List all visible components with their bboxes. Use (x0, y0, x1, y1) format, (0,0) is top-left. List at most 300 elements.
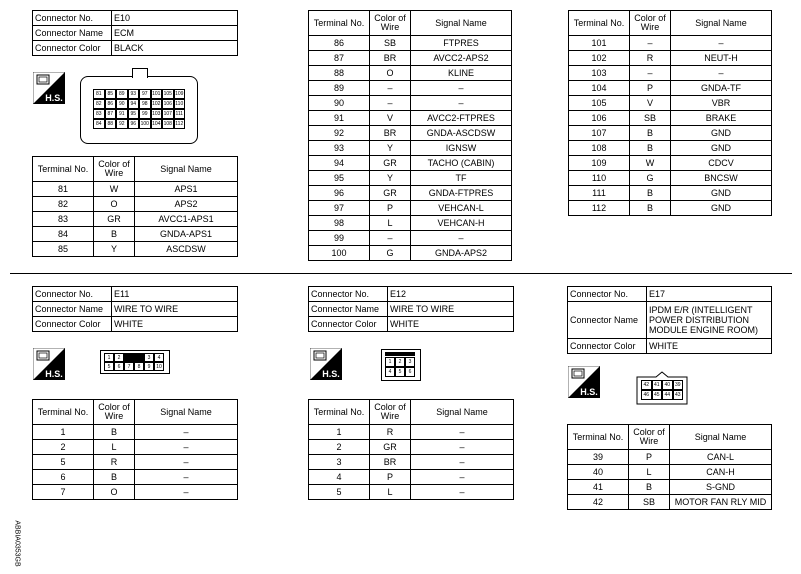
cavity: 98 (139, 99, 151, 109)
terminal-no: 1 (309, 425, 370, 440)
label-connector-no: Connector No. (568, 287, 647, 302)
cavity: 102 (152, 101, 161, 107)
hs-icon-e17 (568, 366, 600, 398)
terminal-no: 94 (309, 156, 370, 171)
signal-name: VEHCAN-H (411, 216, 512, 231)
e10-terminal-table-3 (568, 10, 772, 216)
wire-color: L (94, 440, 135, 455)
signal-name: NEUT-H (671, 51, 772, 66)
signal-name: ASCDSW (135, 242, 238, 257)
cavity (124, 353, 144, 362)
table-row (309, 216, 512, 231)
label-connector-color: Connector Color (33, 317, 112, 332)
terminal-no: 7 (33, 485, 94, 500)
cavity: 111 (175, 111, 184, 117)
label-connector-name: Connector Name (33, 26, 112, 41)
table-row (309, 246, 512, 261)
figure-code: ABBIA0353GB (13, 520, 21, 567)
wire-color: G (630, 171, 671, 186)
label-connector-no: Connector No. (33, 287, 112, 302)
table-row (33, 470, 238, 485)
cavity: 1 (385, 357, 395, 367)
e17-connector-info (567, 286, 772, 354)
wire-color: W (630, 156, 671, 171)
header-color-of-wire: Color of Wire (94, 400, 135, 425)
label-connector-no: Connector No. (33, 11, 112, 26)
terminal-no: 42 (568, 495, 629, 510)
cavity: 85 (105, 89, 117, 99)
cavity: 82 (93, 99, 105, 109)
terminal-no: 5 (309, 485, 370, 500)
cavity: 6 (405, 367, 415, 377)
table-row (309, 126, 512, 141)
signal-name: CAN-H (670, 465, 772, 480)
header-terminal-no: Terminal No. (309, 400, 370, 425)
cavity: 110 (175, 101, 184, 107)
table-row (309, 455, 514, 470)
terminal-no: 93 (309, 141, 370, 156)
wire-color: – (370, 231, 411, 246)
signal-name: – (411, 96, 512, 111)
table-row (309, 425, 514, 440)
table-row (309, 81, 512, 96)
signal-name: – (411, 425, 514, 440)
signal-name: – (411, 81, 512, 96)
wire-color: O (94, 197, 135, 212)
terminal-no: 102 (569, 51, 630, 66)
terminal-no: 6 (33, 470, 94, 485)
wire-color: O (94, 485, 135, 500)
table-row (309, 171, 512, 186)
e12-no: E12 (388, 287, 514, 302)
wire-color: – (370, 81, 411, 96)
cavity: 44 (662, 390, 673, 400)
terminal-no: 90 (309, 96, 370, 111)
e10-name: ECM (112, 26, 238, 41)
cavity: 109 (175, 91, 184, 97)
signal-name: TF (411, 171, 512, 186)
table-row (309, 485, 514, 500)
wire-color: SB (629, 495, 670, 510)
signal-name: GNDA-APS2 (411, 246, 512, 261)
terminal-no: 95 (309, 171, 370, 186)
table-row (569, 186, 772, 201)
wire-color: B (94, 227, 135, 242)
e12-connector-face (381, 349, 421, 381)
terminal-no: 85 (33, 242, 94, 257)
e10-color: BLACK (112, 41, 238, 56)
signal-name: CAN-L (670, 450, 772, 465)
hs-icon-e10 (33, 72, 65, 104)
terminal-no: 82 (33, 197, 94, 212)
header-color-of-wire: Color of Wire (629, 425, 670, 450)
cavity: 107 (163, 111, 172, 117)
signal-name: VEHCAN-L (411, 201, 512, 216)
wire-color: B (629, 480, 670, 495)
wire-color: P (630, 81, 671, 96)
cavity: 103 (152, 111, 161, 117)
cavity: 41 (652, 380, 663, 390)
wire-color: – (630, 36, 671, 51)
header-terminal-no: Terminal No. (33, 400, 94, 425)
wire-color: BR (370, 455, 411, 470)
cavity: 81 (93, 89, 105, 99)
cavity: 43 (673, 390, 684, 400)
cavity: 91 (116, 109, 128, 119)
terminal-no: 97 (309, 201, 370, 216)
table-row (33, 425, 238, 440)
terminal-no: 41 (568, 480, 629, 495)
wire-color: L (370, 216, 411, 231)
cavity: 4 (154, 353, 164, 362)
signal-name: VBR (671, 96, 772, 111)
wire-color: GR (370, 440, 411, 455)
wire-color: B (630, 126, 671, 141)
signal-name: AVCC2-APS2 (411, 51, 512, 66)
label-connector-color: Connector Color (309, 317, 388, 332)
table-row (309, 66, 512, 81)
wire-color: L (629, 465, 670, 480)
e10-terminal-table-2 (308, 10, 512, 261)
terminal-no: 106 (569, 111, 630, 126)
header-signal-name: Signal Name (135, 157, 238, 182)
e17-no: E17 (647, 287, 772, 302)
signal-name: GNDA-TF (671, 81, 772, 96)
table-row (33, 227, 238, 242)
terminal-no: 5 (33, 455, 94, 470)
cavity: 89 (116, 89, 128, 99)
cavity: 90 (116, 99, 128, 109)
cavity: 105 (163, 91, 172, 97)
terminal-no: 2 (309, 440, 370, 455)
signal-name: GND (671, 126, 772, 141)
terminal-no: 110 (569, 171, 630, 186)
e11-connector-info (32, 286, 238, 332)
cavity: 1 (104, 353, 114, 362)
header-color-of-wire: Color of Wire (370, 400, 411, 425)
table-row (569, 51, 772, 66)
terminal-no: 39 (568, 450, 629, 465)
wire-color: GR (370, 186, 411, 201)
label-connector-name: Connector Name (33, 302, 112, 317)
signal-name: BRAKE (671, 111, 772, 126)
terminal-no: 83 (33, 212, 94, 227)
signal-name: – (411, 440, 514, 455)
table-row (569, 171, 772, 186)
wire-color: GR (94, 212, 135, 227)
table-row (309, 111, 512, 126)
cavity: 39 (673, 380, 684, 390)
signal-name: GNDA-ASCDSW (411, 126, 512, 141)
cavity: 6 (114, 362, 124, 371)
cavity: 9 (144, 362, 154, 371)
signal-name: – (411, 455, 514, 470)
cavity: 100 (140, 121, 149, 127)
signal-name: S-GND (670, 480, 772, 495)
header-terminal-no: Terminal No. (309, 11, 370, 36)
signal-name: – (411, 485, 514, 500)
signal-name: APS1 (135, 182, 238, 197)
terminal-no: 81 (33, 182, 94, 197)
cavity: 93 (128, 89, 140, 99)
header-signal-name: Signal Name (670, 425, 772, 450)
signal-name: – (135, 485, 238, 500)
terminal-no: 96 (309, 186, 370, 201)
signal-name: KLINE (411, 66, 512, 81)
table-row (33, 440, 238, 455)
cavity: 95 (128, 109, 140, 119)
signal-name: BNCSW (671, 171, 772, 186)
terminal-no: 92 (309, 126, 370, 141)
table-row (309, 36, 512, 51)
terminal-no: 100 (309, 246, 370, 261)
table-row (568, 465, 772, 480)
e17-color: WHITE (647, 339, 772, 354)
wire-color: P (370, 470, 411, 485)
terminal-no: 4 (309, 470, 370, 485)
terminal-no: 3 (309, 455, 370, 470)
table-row (33, 485, 238, 500)
table-row (569, 96, 772, 111)
signal-name: IGNSW (411, 141, 512, 156)
terminal-no: 84 (33, 227, 94, 242)
signal-name: GND (671, 201, 772, 216)
table-row (33, 182, 238, 197)
cavity: 40 (662, 380, 673, 390)
cavity: 2 (114, 353, 124, 362)
wire-color: SB (630, 111, 671, 126)
wire-color: Y (370, 171, 411, 186)
terminal-no: 108 (569, 141, 630, 156)
terminal-no: 105 (569, 96, 630, 111)
e11-terminal-table (32, 399, 238, 500)
terminal-no: 107 (569, 126, 630, 141)
table-row (309, 141, 512, 156)
signal-name: GNDA-FTPRES (411, 186, 512, 201)
terminal-no: 109 (569, 156, 630, 171)
table-row (569, 81, 772, 96)
wire-color: Y (370, 141, 411, 156)
table-row (569, 111, 772, 126)
table-row (568, 450, 772, 465)
cavity: 101 (152, 91, 161, 97)
e11-color: WHITE (112, 317, 238, 332)
header-terminal-no: Terminal No. (33, 157, 94, 182)
signal-name: CDCV (671, 156, 772, 171)
cavity: 92 (116, 119, 128, 129)
signal-name: – (135, 440, 238, 455)
terminal-no: 87 (309, 51, 370, 66)
table-row (309, 231, 512, 246)
e10-connector-info (32, 10, 238, 56)
table-row (33, 242, 238, 257)
terminal-no: 103 (569, 66, 630, 81)
e10-no: E10 (112, 11, 238, 26)
cavity: 4 (385, 367, 395, 377)
table-row (33, 212, 238, 227)
wire-color: P (629, 450, 670, 465)
wire-color: O (370, 66, 411, 81)
signal-name: – (411, 231, 512, 246)
signal-name: – (135, 455, 238, 470)
wire-color: R (370, 425, 411, 440)
signal-name: AVCC1-APS1 (135, 212, 238, 227)
signal-name: MOTOR FAN RLY MID (670, 495, 772, 510)
cavity: 108 (163, 121, 172, 127)
e12-name: WIRE TO WIRE (388, 302, 514, 317)
terminal-no: 88 (309, 66, 370, 81)
e12-connector-info (308, 286, 514, 332)
header-signal-name: Signal Name (411, 11, 512, 36)
terminal-no: 1 (33, 425, 94, 440)
wire-color: – (370, 96, 411, 111)
cavity: 3 (405, 357, 415, 367)
wire-color: B (94, 470, 135, 485)
wire-color: B (94, 425, 135, 440)
terminal-no: 86 (309, 36, 370, 51)
wire-color: BR (370, 51, 411, 66)
table-row (569, 126, 772, 141)
header-signal-name: Signal Name (671, 11, 772, 36)
table-row (33, 455, 238, 470)
cavity: 42 (641, 380, 652, 390)
signal-name: – (135, 470, 238, 485)
cavity: 2 (395, 357, 405, 367)
cavity: 8 (134, 362, 144, 371)
wire-color: B (630, 141, 671, 156)
cavity: 84 (93, 119, 105, 129)
terminal-no: 112 (569, 201, 630, 216)
terminal-no: 101 (569, 36, 630, 51)
e12-terminal-table (308, 399, 514, 500)
table-row (568, 480, 772, 495)
terminal-no: 104 (569, 81, 630, 96)
signal-name: APS2 (135, 197, 238, 212)
terminal-no: 98 (309, 216, 370, 231)
header-color-of-wire: Color of Wire (630, 11, 671, 36)
table-row (309, 51, 512, 66)
cavity: 106 (163, 101, 172, 107)
cavity: 45 (652, 390, 663, 400)
cavity: 83 (93, 109, 105, 119)
signal-name: AVCC2-FTPRES (411, 111, 512, 126)
terminal-no: 111 (569, 186, 630, 201)
cavity: 94 (128, 99, 140, 109)
cavity: 10 (154, 362, 164, 371)
label-connector-no: Connector No. (309, 287, 388, 302)
wire-color: R (630, 51, 671, 66)
wire-color: R (94, 455, 135, 470)
wire-color: P (370, 201, 411, 216)
cavity: 112 (175, 121, 184, 127)
signal-name: – (411, 470, 514, 485)
e11-no: E11 (112, 287, 238, 302)
e10-terminal-table-1 (32, 156, 238, 257)
wire-color: BR (370, 126, 411, 141)
wire-color: W (94, 182, 135, 197)
header-signal-name: Signal Name (411, 400, 514, 425)
signal-name: – (671, 66, 772, 81)
header-terminal-no: Terminal No. (568, 425, 629, 450)
e11-connector-face (100, 350, 170, 374)
wire-color: – (630, 66, 671, 81)
cavity: 87 (105, 109, 117, 119)
table-row (568, 495, 772, 510)
signal-name: – (135, 425, 238, 440)
terminal-no: 2 (33, 440, 94, 455)
cavity: 104 (152, 121, 161, 127)
table-row (309, 156, 512, 171)
signal-name: GND (671, 141, 772, 156)
table-row (33, 197, 238, 212)
wire-color: GR (370, 156, 411, 171)
header-color-of-wire: Color of Wire (94, 157, 135, 182)
table-row (569, 66, 772, 81)
section-divider (10, 273, 792, 274)
signal-name: FTPRES (411, 36, 512, 51)
e10-connector-face (80, 68, 198, 144)
cavity: 99 (139, 109, 151, 119)
hs-icon-e11 (33, 348, 65, 380)
wire-color: V (630, 96, 671, 111)
label-connector-color: Connector Color (568, 339, 647, 354)
table-row (309, 201, 512, 216)
wire-color: V (370, 111, 411, 126)
header-color-of-wire: Color of Wire (370, 11, 411, 36)
signal-name: TACHO (CABIN) (411, 156, 512, 171)
signal-name: GND (671, 186, 772, 201)
e17-connector-face (636, 371, 688, 405)
e17-terminal-table (567, 424, 772, 510)
table-row (309, 96, 512, 111)
table-row (569, 201, 772, 216)
e11-name: WIRE TO WIRE (112, 302, 238, 317)
cavity: 46 (641, 390, 652, 400)
table-row (309, 470, 514, 485)
table-row (569, 156, 772, 171)
table-row (309, 186, 512, 201)
header-terminal-no: Terminal No. (569, 11, 630, 36)
wire-color: B (630, 201, 671, 216)
cavity: 3 (144, 353, 154, 362)
table-row (309, 440, 514, 455)
e17-name: IPDM E/R (INTELLIGENT POWER DISTRIBUTION MODULE ENGINE ROOM) (647, 302, 772, 339)
cavity: 97 (139, 89, 151, 99)
wire-color: G (370, 246, 411, 261)
wire-color: SB (370, 36, 411, 51)
wire-color: L (370, 485, 411, 500)
terminal-no: 40 (568, 465, 629, 480)
terminal-no: 91 (309, 111, 370, 126)
cavity: 86 (105, 99, 117, 109)
cavity: 5 (104, 362, 114, 371)
label-connector-name: Connector Name (568, 302, 647, 339)
e12-color: WHITE (388, 317, 514, 332)
wire-color: B (630, 186, 671, 201)
signal-name: – (671, 36, 772, 51)
terminal-no: 99 (309, 231, 370, 246)
table-row (569, 141, 772, 156)
label-connector-name: Connector Name (309, 302, 388, 317)
table-row (569, 36, 772, 51)
signal-name: GNDA-APS1 (135, 227, 238, 242)
hs-icon-e12 (310, 348, 342, 380)
cavity: 5 (395, 367, 405, 377)
cavity: 96 (128, 119, 140, 129)
label-connector-color: Connector Color (33, 41, 112, 56)
wire-color: Y (94, 242, 135, 257)
header-signal-name: Signal Name (135, 400, 238, 425)
